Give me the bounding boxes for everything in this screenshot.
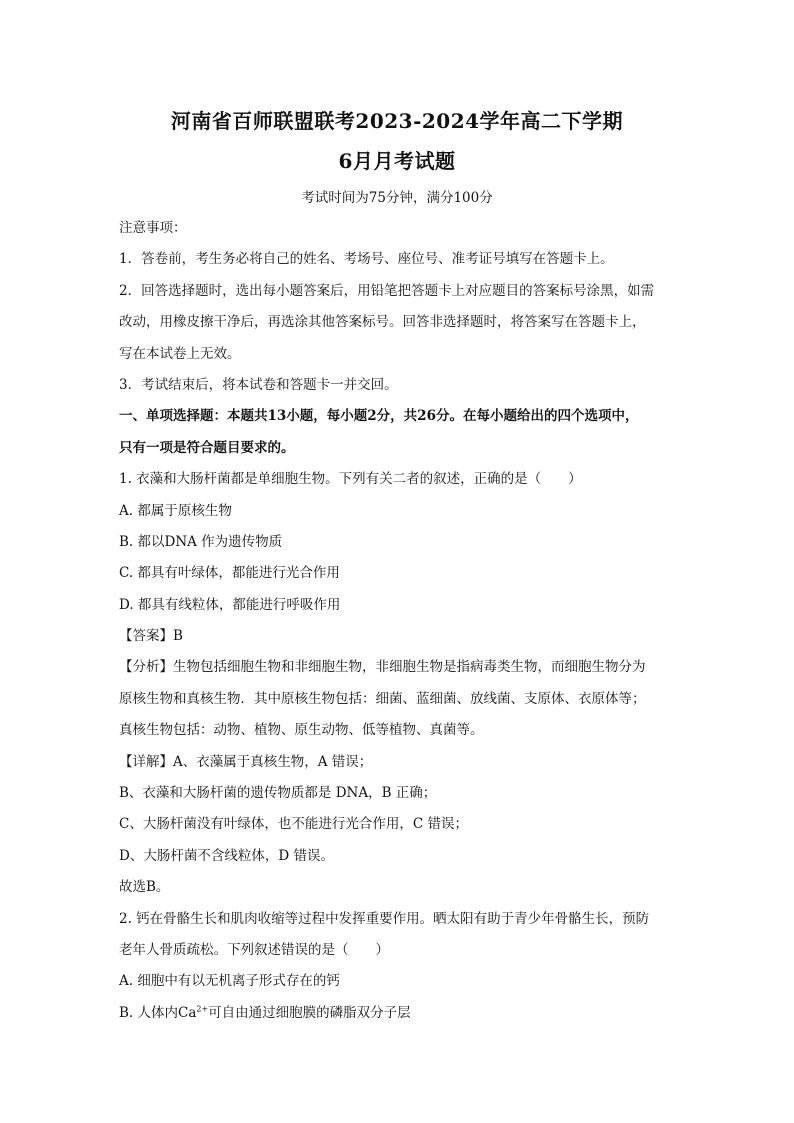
q1-option-a: A. 都属于原核生物 [119, 502, 232, 519]
q1-analysis-line3: 真核生物包括：动物、植物、原生动物、低等植物、真菌等。 [119, 722, 484, 739]
q2-stem-line2: 老年人骨质疏松。下列叙述错误的是（ ） [119, 941, 389, 958]
notice-item-2-line1: 2．回答选择题时，选出每小题答案后，用铅笔把答题卡上对应题目的答案标号涂黑，如需 [119, 282, 655, 299]
q2-option-b [119, 998, 679, 1029]
q1-conclusion: 故选B。 [119, 879, 170, 896]
notice-heading: 注意事项： [119, 220, 187, 236]
q1-stem: 1. 衣藻和大肠杆菌都是单细胞生物。下列有关二者的叙述，正确的是（ ） [119, 471, 582, 488]
q1-analysis-line2: 原核生物和真核生物．其中原核生物包括：细菌、蓝细菌、放线菌、支原体、衣原体等； [119, 690, 646, 707]
q2-option-b-charge: 2+ [196, 1004, 209, 1014]
section1-heading-line2: 只有一项是符合题目要求的。 [119, 439, 295, 456]
q2-option-b-post: 可自由通过细胞膜的磷脂双分子层 [208, 1004, 411, 1021]
q2-option-b-pre: B. 人体内Ca [119, 1004, 197, 1021]
q2-stem-line1: 2. 钙在骨骼生长和肌肉收缩等过程中发挥重要作用。晒太阳有助于青少年骨骼生长，预防 [119, 910, 650, 927]
q1-detail-d: D、大肠杆菌不含线粒体，D 错误。 [119, 847, 334, 864]
q1-analysis-line1: 【分析】生物包括细胞生物和非细胞生物，非细胞生物是指病毒类生物，而细胞生物分为 [119, 659, 646, 676]
notice-item-2-line3: 写在本试卷上无效。 [119, 345, 241, 362]
section1-heading-line1: 一、单项选择题：本题共13小题，每小题2分，共26分。在每小题给出的四个选项中， [119, 408, 639, 425]
q1-option-c: C. 都具有叶绿体，都能进行光合作用 [119, 565, 340, 582]
exam-time-note: 考试时间为75分钟，满分100分 [301, 190, 493, 206]
q1-detail-a: 【详解】A、衣藻属于真核生物，A 错误； [119, 753, 373, 770]
q1-option-d: D. 都具有线粒体，都能进行呼吸作用 [119, 596, 341, 613]
q1-answer: 【答案】B [119, 628, 183, 645]
exam-title-line1: 河南省百师联盟联考2023-2024学年高二下学期 [170, 109, 624, 133]
q1-detail-b: B、衣藻和大肠杆菌的遗传物质都是 DNA，B 正确； [119, 785, 437, 802]
q2-option-a: A. 细胞中有以无机离子形式存在的钙 [119, 973, 340, 990]
notice-item-2-line2: 改动，用橡皮擦干净后，再选涂其他答案标号。回答非选择题时，将答案写在答题卡上， [119, 314, 646, 331]
notice-item-3: 3．考试结束后，将本试卷和答题卡一并交回。 [119, 376, 398, 393]
q1-option-b: B. 都以DNA 作为遗传物质 [119, 533, 283, 550]
q1-detail-c: C、大肠杆菌没有叶绿体，也不能进行光合作用，C 错误； [119, 816, 468, 833]
notice-item-1: 1．答卷前，考生务必将自己的姓名、考场号、座位号、准考证号填写在答题卡上。 [119, 251, 614, 268]
exam-title-line2: 6月月考试题 [338, 149, 456, 173]
exam-content [119, 213, 679, 1029]
